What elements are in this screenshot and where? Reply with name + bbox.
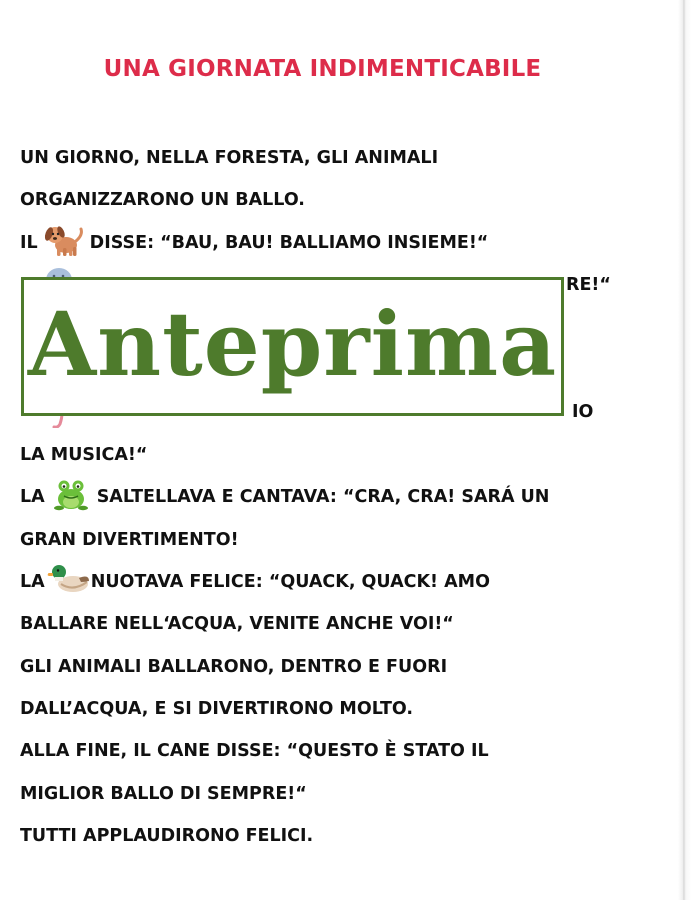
story-line	[20, 730, 660, 772]
story-line	[20, 222, 660, 264]
story-text	[20, 137, 660, 858]
story-line-text: BALLARE NELL‘ACQUA, VENITE ANCHE VOI!“	[20, 614, 454, 635]
document-title: UNA GIORNATA INDIMENTICABILE	[103, 56, 542, 82]
story-line	[20, 603, 660, 645]
duck-icon	[47, 560, 91, 596]
page-edge-shadow	[678, 0, 691, 900]
story-line-visible-end: IO	[572, 402, 594, 423]
story-line-prefix: LA	[20, 487, 45, 508]
story-line-text: DALL’ACQUA, E SI DIVERTIRONO MOLTO.	[20, 699, 414, 720]
story-line	[20, 646, 660, 688]
frog-icon	[49, 475, 93, 511]
story-line-rest: DISSE: “BAU, BAU! BALLIAMO INSIEME!“	[89, 232, 489, 253]
story-line	[20, 561, 660, 603]
preview-watermark	[21, 277, 564, 416]
story-line-text: UN GIORNO, NELLA FORESTA, GLI ANIMALI	[20, 148, 439, 168]
story-line-visible-end: RE!“	[566, 275, 611, 296]
story-line-rest: SALTELLAVA E CANTAVA: “CRA, CRA! SARÁ UN	[96, 487, 550, 508]
story-line-prefix: IL	[20, 232, 38, 253]
story-line-text: ALLA FINE, IL CANE DISSE: “QUESTO È STATO IL	[20, 741, 489, 762]
dog-icon	[42, 221, 86, 257]
story-line-text: LA MUSICA!“	[20, 444, 148, 465]
story-line	[20, 137, 660, 179]
story-line-prefix: LA	[20, 571, 45, 592]
story-line	[20, 815, 660, 857]
story-line	[20, 688, 660, 730]
story-line-text: GLI ANIMALI BALLARONO, DENTRO E FUORI	[20, 656, 448, 677]
story-line	[20, 434, 660, 476]
story-line	[20, 476, 660, 518]
story-line-rest: NUOTAVA FELICE: “QUACK, QUACK! AMO	[90, 571, 490, 592]
story-line-text: TUTTI APPLAUDIRONO FELICI.	[20, 826, 314, 847]
story-line	[20, 179, 660, 221]
story-line-text: GRAN DIVERTIMENTO!	[20, 529, 239, 550]
story-line	[20, 773, 660, 815]
story-line-text: MIGLIOR BALLO DI SEMPRE!“	[20, 783, 307, 804]
story-line-text: ORGANIZZARONO UN BALLO.	[20, 190, 305, 211]
watermark-text: Anteprima	[27, 291, 558, 396]
story-line	[20, 519, 660, 561]
